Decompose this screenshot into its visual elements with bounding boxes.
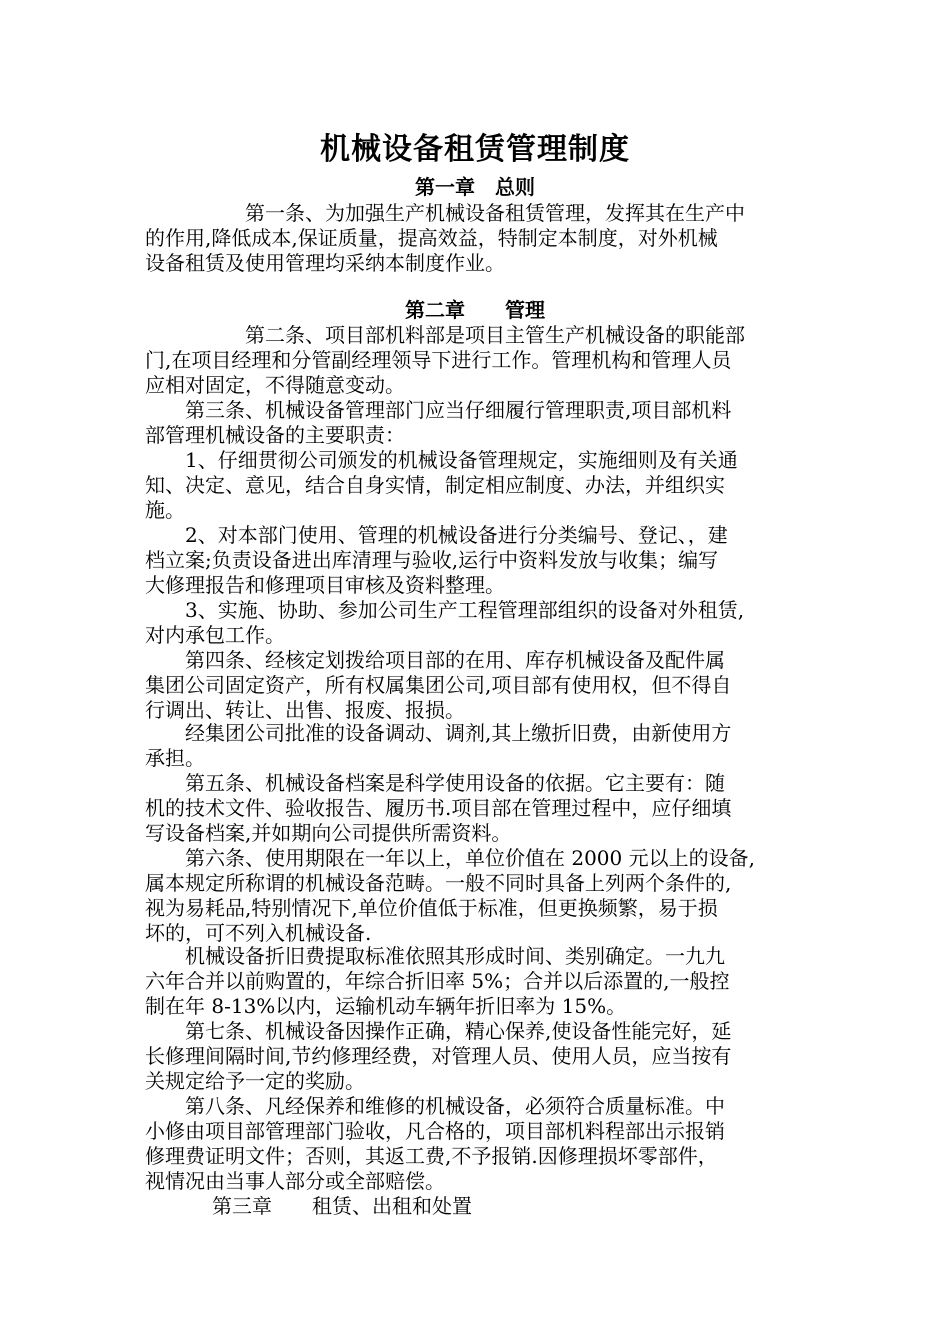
paragraph-line: 行调出、转让、出售、报废、报损。 [145, 698, 465, 722]
paragraph-line: 集团公司固定资产，所有权属集团公司,项目部有使用权，但不得自 [145, 673, 732, 697]
paragraph-line: 视为易耗品,特别情况下,单位价值低于标准，但更换频繁，易于损 [145, 896, 718, 920]
paragraph-line: 3、实施、协助、参加公司生产工程管理部组织的设备对外租赁, [145, 598, 745, 622]
paragraph-article-3 [145, 398, 810, 448]
paragraph-line: 门,在项目经理和分管副经理领导下进行工作。管理机构和管理人员 [145, 348, 732, 372]
paragraph-line: 视情况由当事人部分或全部赔偿。 [145, 1169, 445, 1193]
paragraph-article-2 [145, 323, 810, 398]
paragraph-line: 第一条、为加强生产机械设备租赁管理，发挥其在生产中 [145, 201, 745, 225]
paragraph-line: 第五条、机械设备档案是科学使用设备的依据。它主要有：随 [145, 771, 725, 795]
paragraph-line: 1、仔细贯彻公司颁发的机械设备管理规定，实施细则及有关通 [145, 448, 738, 472]
paragraph-line: 第四条、经核定划拨给项目部的在用、库存机械设备及配件属 [145, 648, 725, 672]
chapter-1-heading: 第一章 总则 [415, 175, 535, 199]
paragraph-line: 机的技术文件、验收报告、履历书.项目部在管理过程中，应仔细填 [145, 796, 732, 820]
paragraph-line: 施。 [145, 498, 185, 522]
chapter-2-heading: 第二章 管理 [405, 298, 545, 322]
paragraph-line: 六年合并以前购置的，年综合折旧率 5%；合并以后添置的,一般控 [145, 969, 730, 993]
paragraph-article-5 [145, 771, 810, 846]
paragraph-line: 第三条、机械设备管理部门应当仔细履行管理职责,项目部机料 [145, 398, 732, 422]
paragraph-article-8 [145, 1094, 810, 1194]
paragraph-depreciation [145, 944, 810, 1019]
paragraph-line: 小修由项目部管理部门验收，凡合格的，项目部机料程部出示报销 [145, 1119, 725, 1143]
paragraph-line: 知、决定、意见，结合自身实情，制定相应制度、办法，并组织实 [145, 473, 725, 497]
paragraph-duty-2 [145, 523, 810, 598]
paragraph-line: 应相对固定，不得随意变动。 [145, 373, 405, 397]
paragraph-line: 修理费证明文件；否则，其返工费,不予报销.因修理损坏零部件， [145, 1144, 718, 1168]
paragraph-line: 长修理间隔时间,节约修理经费，对管理人员、使用人员，应当按有 [145, 1044, 732, 1068]
paragraph-article-6 [145, 846, 810, 946]
paragraph-article-4-supplement [145, 721, 810, 771]
paragraph-article-1 [145, 201, 810, 276]
paragraph-line: 属本规定所称谓的机械设备范畴。一般不同时具备上列两个条件的, [145, 871, 732, 895]
paragraph-duty-3 [145, 598, 810, 648]
paragraph-line: 关规定给予一定的奖励。 [145, 1069, 365, 1093]
document-title: 机械设备租赁管理制度 [320, 132, 630, 167]
paragraph-line: 档立案;负责设备进出库清理与验收,运行中资料发放与收集；编写 [145, 548, 719, 572]
paragraph-line: 第七条、机械设备因操作正确，精心保养,使设备性能完好，延 [145, 1019, 732, 1043]
paragraph-line: 设备租赁及使用管理均采纳本制度作业。 [145, 251, 505, 275]
paragraph-line: 经集团公司批准的设备调动、调剂,其上缴折旧费，由新使用方 [145, 721, 732, 745]
paragraph-article-7 [145, 1019, 810, 1094]
paragraph-line: 第八条、凡经保养和维修的机械设备，必须符合质量标准。中 [145, 1094, 725, 1118]
paragraph-article-4 [145, 648, 810, 723]
paragraph-duty-1 [145, 448, 810, 523]
paragraph-line: 承担。 [145, 746, 205, 770]
paragraph-line: 2、对本部门使用、管理的机械设备进行分类编号、登记、，建 [145, 523, 728, 547]
paragraph-line: 机械设备折旧费提取标准依照其形成时间、类别确定。一九九 [145, 944, 725, 968]
paragraph-line: 写设备档案,并如期向公司提供所需资料。 [145, 821, 512, 845]
paragraph-line: 坏的，可不列入机械设备. [145, 921, 372, 945]
paragraph-line: 的作用,降低成本,保证质量，提高效益，特制定本制度，对外机械 [145, 226, 718, 250]
paragraph-line: 制在年 8-13%以内，运输机动车辆年折旧率为 15%。 [145, 994, 627, 1018]
paragraph-line: 第二条、项目部机料部是项目主管生产机械设备的职能部 [145, 323, 745, 347]
paragraph-line: 第六条、使用期限在一年以上，单位价值在 2000 元以上的设备, [145, 846, 755, 870]
paragraph-line: 对内承包工作。 [145, 623, 285, 647]
paragraph-line: 大修理报告和修理项目审核及资料整理。 [145, 573, 505, 597]
chapter-3-heading: 第三章 租赁、出租和处置 [212, 1194, 472, 1218]
paragraph-line: 部管理机械设备的主要职责： [145, 423, 405, 447]
